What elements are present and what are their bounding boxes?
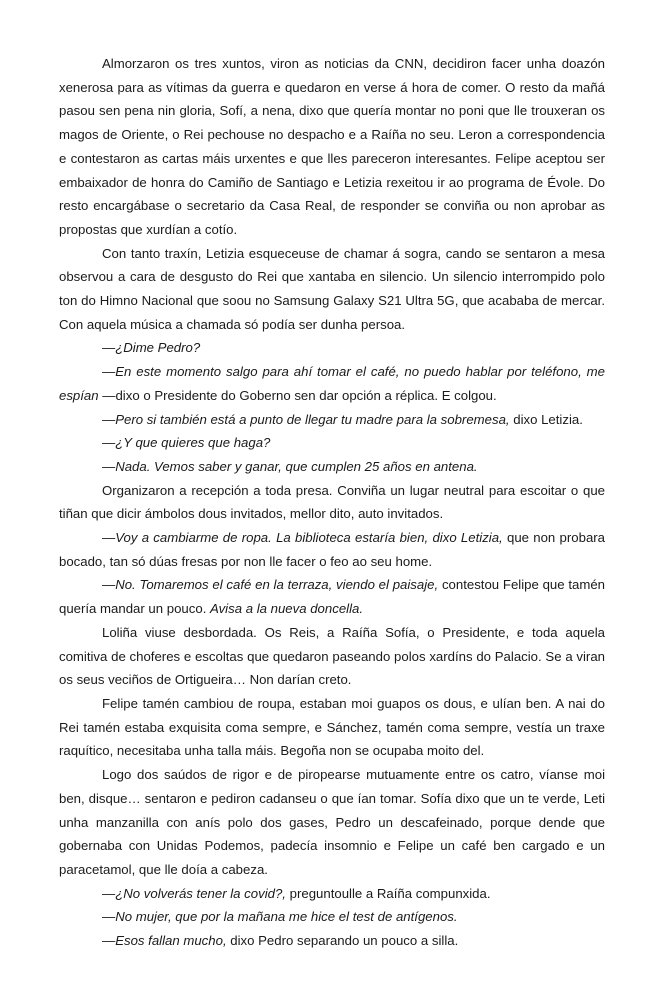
paragraph (59, 455, 605, 479)
italic-text: —No mujer, que por la mañana me hice el test de antígenos. (102, 909, 458, 925)
italic-text: —Nada. Vemos saber y ganar, que cumplen 25 años en antena. (102, 458, 478, 474)
italic-text: —¿No volverás tener la covid?, (102, 885, 286, 901)
text: Con tanto traxín, Letizia esqueceuse de chamar á sogra, cando se sentaron a mesa observou a cara de desgusto do Rei que xantaba en silencio. Un silencio interrompido polo ton do Himno Nacional que soou no Samsung Galaxy S21 Ultra 5G, que acababa de mercar. Con aquela música a chamada só podía ser dunha persoa. (59, 245, 605, 332)
paragraph (59, 336, 605, 360)
italic-text: —Esos fallan mucho, (102, 933, 227, 949)
text: Almorzaron os tres xuntos, viron as noticias da CNN, decidiron facer unha doazón xenerosa para as vítimas da guerra e quedaron en verse á hora de comer. O resto da mañá pasou sen pena nin gloria, Sofí, a nena, dixo que quería montar no poni que lle trouxeran os magos de Oriente, o Rei pechouse no despacho e a Raíña no seu. Leron a correspondencia e contestaron as cartas máis urxentes e que lles pareceron interesantes. Felipe aceptou ser embaixador de honra do Camiño de Santiago e Letizia rexeitou ir ao programa de Évole. Do resto encargábase o secretario da Casa Real, de responder se conviña ou non aprobar as propostas que xurdían a cotío. (59, 56, 605, 237)
text: dixo Pedro separando un pouco a silla. (226, 933, 459, 949)
paragraph (59, 692, 605, 763)
paragraph (59, 479, 605, 526)
text: Loliña viuse desbordada. Os Reis, a Raíña Sofía, o Presidente, e toda aquela comitiva de choferes e escoltas que quedaron paseando polos xardíns do Palacio. Se a viran os seus veciños de Ortigueira… Non darían creto. (59, 624, 605, 688)
paragraph (59, 905, 605, 929)
italic-text: —¿Dime Pedro? (102, 340, 201, 356)
text: Felipe tamén cambiou de roupa, estaban moi guapos os dous, e ulían ben. A nai do Rei tamén estaba exquisita coma sempre, e Sánchez, tamén coma sempre, vestía un traxe raquítico, necesitaba unha talla máis. Begoña non se ocupaba moito del. (59, 695, 605, 759)
text: Logo dos saúdos de rigor e de piropearse mutuamente entre os catro, víanse moi ben, disque… sentaron e pediron cadanseu o que ían tomar. Sofía dixo que un te verde, Leti unha manzanilla con anís polo dos gases, Pedro un descafeinado, porque dende que gobernaba con Unidas Podemos, padecía insomnio e Felipe un café ben cargado e un paracetamol, que lle doía a cabeza. (59, 767, 605, 877)
paragraph (59, 763, 605, 882)
document-page (59, 52, 605, 953)
paragraph (59, 621, 605, 692)
paragraph (59, 408, 605, 432)
paragraph (59, 52, 605, 242)
paragraph (59, 431, 605, 455)
paragraph (59, 929, 605, 953)
paragraph (59, 573, 605, 620)
italic-text: —¿Y que quieres que haga? (102, 435, 271, 451)
paragraph (59, 242, 605, 337)
italic-text: —Pero si también está a punto de llegar tu madre para la sobremesa, (102, 411, 510, 427)
text: que non probara bocado, tan só dúas fresas por non lle facer o feo ao seu home. (59, 530, 605, 569)
paragraph (59, 882, 605, 906)
paragraph (59, 526, 605, 573)
paragraph (59, 360, 605, 407)
text: preguntoulle a Raíña compunxida. (285, 885, 491, 901)
text: Organizaron a recepción a toda presa. Conviña un lugar neutral para escoitar o que tiñan que dicir ámbolos dous invitados, mellor dito, auto invitados. (59, 482, 605, 522)
italic-text: —Voy a cambiarme de ropa. La biblioteca estaría bien, dixo Letizia, (102, 530, 503, 546)
text: contestou Felipe que tamén quería mandar un pouco. (59, 577, 606, 617)
text: —dixo o Presidente do Goberno sen dar opción a réplica. E colgou. (98, 387, 497, 403)
text: dixo Letizia. (509, 411, 583, 427)
italic-text: —En este momento salgo para ahí tomar el café, no puedo hablar por teléfono, me espían (59, 364, 605, 403)
italic-text: Avisa a la nueva doncella. (210, 601, 364, 617)
italic-text: —No. Tomaremos el café en la terraza, viendo el paisaje, (102, 577, 439, 593)
